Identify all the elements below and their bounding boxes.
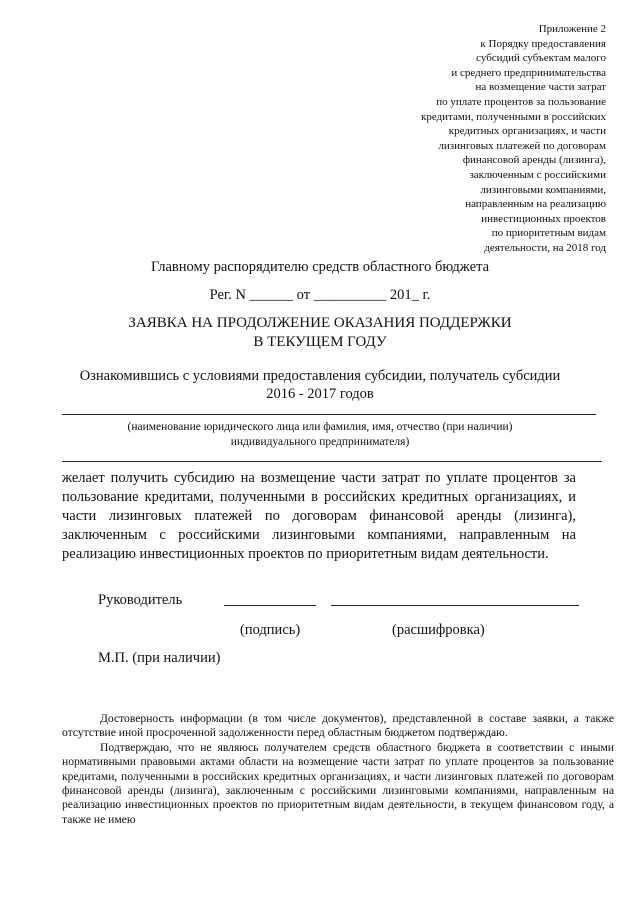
appendix-line: субсидий субъектам малого [476,52,606,65]
appendix-line: инвестиционных проектов [481,212,606,225]
name-fill-line [62,414,596,415]
confirmation-paragraph-1: Достоверность информации (в том числе документов), представленной в составе заявки, а также отсутствие иной просроченной задолженности перед областным бюджетом подтверждаю. [62,712,614,740]
appendix-line: кредитами, полученными в российских [420,110,606,123]
name-caption-line-1: (наименование юридического лица или фамилия, имя, отчество (при наличии) [127,421,513,433]
document-title [0,314,640,352]
name-caption [0,420,640,449]
decoding-caption: (расшифровка) [392,622,485,638]
name-fill-line-2 [62,461,602,462]
appendix-line: по приоритетным видам [491,227,606,240]
name-caption-line-2: индивидуального предпринимателя) [230,435,410,448]
signature-line [224,605,316,606]
appendix-line: кредитных организациях, и части [448,125,606,138]
title-line-1: ЗАЯВКА НА ПРОДОЛЖЕНИЕ ОКАЗАНИЯ ПОДДЕРЖКИ [128,315,512,331]
request-paragraph: желает получить субсидию на возмещение части затрат по уплате процентов за пользование кредитами, полученными в российских кредитных организациях, и части лизинговых платежей по договорам финансовой аренды (лизинга), заключенным с российскими лизинговыми компаниями, направленным на реализацию инвестиционных проектов по приоритетным видам деятельности. [62,470,576,562]
registration-line: Рег. N ______ от __________ 201_ г. [209,287,431,303]
stamp-label: М.П. (при наличии) [98,650,221,666]
appendix-line: по уплате процентов за пользование [436,95,606,108]
signature-caption: (подпись) [240,622,301,638]
appendix-line: и среднего предпринимательства [451,66,606,79]
request-body [62,469,576,564]
addressee: Главному распорядителю средств областного бюджета [150,259,490,275]
confirmation-block [62,712,614,827]
intro-text [0,367,640,403]
intro-line-1: Ознакомившись с условиями предоставления субсидии, получатель субсидии [79,368,561,384]
appendix-line: направленным на реализацию [465,198,606,211]
appendix-line: лизинговыми компаниями, [480,183,606,196]
appendix-line: заключенным с российскими [469,168,606,181]
appendix-line: финансовой аренды (лизинга), [462,154,606,167]
appendix-line: Приложение 2 [538,23,606,35]
appendix-line: деятельности, на 2018 год [484,241,606,254]
appendix-line: к Порядку предоставления [480,37,606,50]
confirmation-paragraph-2: Подтверждаю, что не являюсь получателем средств областного бюджета в соответствии с иными нормативными правовыми актами области на возмещение части затрат по уплате процентов за пользование кредитами, полученными в российских кредитных организациях, и части лизинговых платежей по договорам финансовой аренды (лизинга), заключенным с российскими лизинговыми компаниями, направленным на реализацию инвестиционных проектов по приоритетным видам деятельности, в текущем финансовом году, а также не имею [62,740,614,826]
decoding-line [331,605,579,606]
appendix-line: лизинговых платежей по договорам [438,139,606,152]
title-line-2: В ТЕКУЩЕМ ГОДУ [253,334,387,350]
head-label: Руководитель [98,592,183,608]
appendix-header [346,22,606,256]
appendix-line: на возмещение части затрат [475,81,606,94]
intro-line-2: 2016 - 2017 годов [266,386,374,402]
